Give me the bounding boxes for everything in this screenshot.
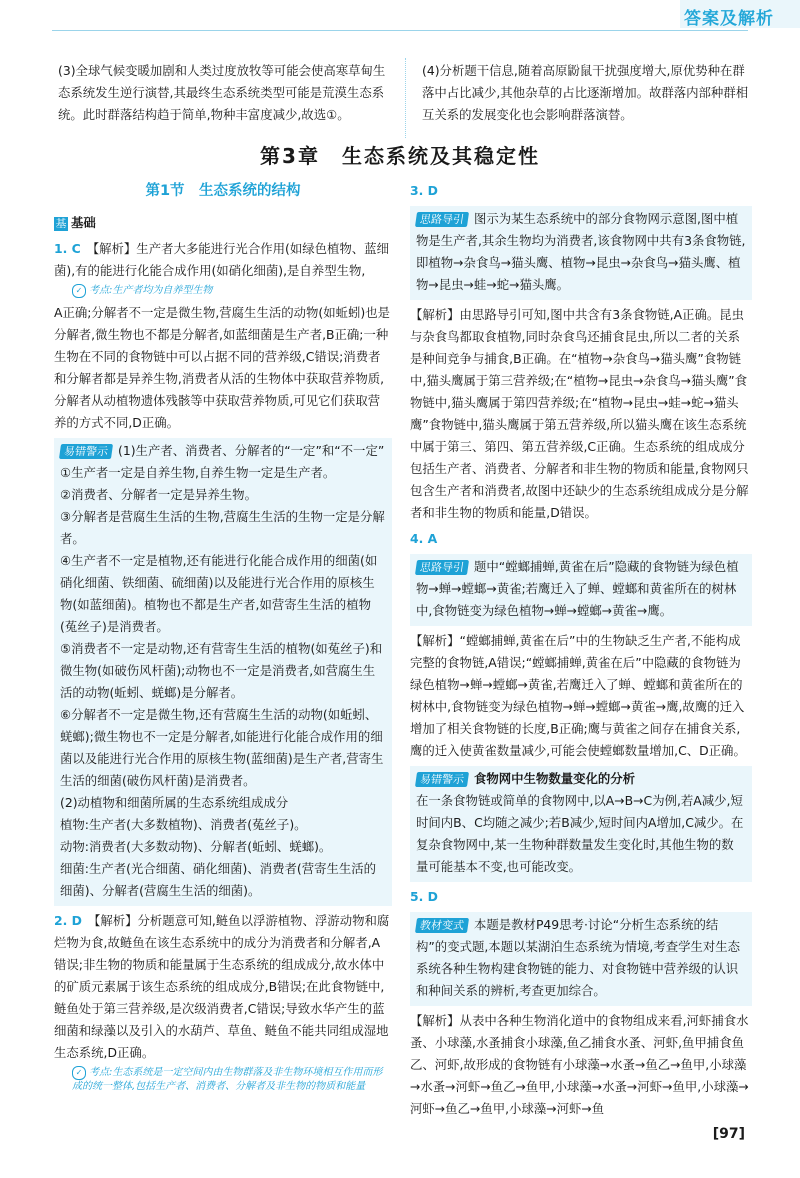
level-badge: 基	[55, 217, 67, 230]
guide-tag: 思路导引	[415, 212, 469, 227]
tip-box: 易错警示 食物网中生物数量变化的分析 在一条食物链或简单的食物网中,以A→B→C为例,若A减少,短时间内B、C均随之减少;若B减少,短时间内A增加,C减少。在复杂食物网中,某一生物种群数量发生变化时,其他生物的数量可能基本不变,也可能改变。	[410, 766, 752, 882]
margin-note: ✓ 考点:生态系统是一定空间内由生物群落及非生物环境相互作用而形成的统一整体,包括生产者、消费者、分解者及非生物的物质和能量	[72, 1067, 383, 1092]
analysis-text: 【解析】从表中各种生物消化道中的食物组成来看,河虾捕食水蚤、小球藻,水蚤捕食小球藻,鱼乙捕食水蚤、河虾,鱼甲捕食鱼乙、河虾,故形成的食物链有小球藻→水蚤→鱼乙→鱼甲,小球藻→水蚤→河虾→鱼乙→鱼甲,小球藻→水蚤→河虾→鱼甲,小球藻→河虾→鱼乙→鱼甲,小球藻→河虾→鱼	[410, 1013, 749, 1116]
chapter-title: 第3章 生态系统及其稳定性	[260, 144, 540, 168]
guide-box: 思路导引 图示为某生态系统中的部分食物网示意图,图中植物是生产者,其余生物均为消费者,该食物网中共有3条食物链,即植物→杂食鸟→猫头鹰、植物→昆虫→杂食鸟→猫头鹰、植物→昆虫→蛙→蛇→猫头鹰。	[410, 206, 752, 300]
left-column	[54, 176, 392, 1098]
question-2	[54, 910, 392, 1094]
column-divider	[405, 58, 406, 138]
section-title: 第1节 生态系统的结构	[145, 183, 301, 199]
level-label: 基础	[71, 215, 96, 230]
tip-tag: 易错警示	[415, 772, 469, 787]
analysis-text: 【解析】生产者大多能进行光合作用(如绿色植物、蓝细菌),有的能进行化能合成作用(如硝化细菌),是自养型生物,	[54, 241, 389, 278]
top-left-paragraph: (3)全球气候变暖加剧和人类过度放牧等可能会使高寒草甸生态系统发生逆行演替,其最终生态系统类型可能是荒漠生态系统。此时群落结构趋于简单,物种丰富度减少,故选①。	[58, 63, 386, 122]
analysis-text: A正确;分解者不一定是微生物,营腐生生活的动物(如蚯蚓)也是分解者,微生物也不都是分解者,如蓝细菌是生产者,B正确;一种生物在不同的食物链中可以占据不同的营养级,C错误;消费者和分解者都是异养生物,消费者从活的生物体中获取营养物质,分解者从动植物遗体残骸等中获取营养物质,可见它们获取营养的方式不同,D正确。	[54, 305, 391, 430]
question-1	[54, 238, 392, 906]
right-column	[410, 176, 752, 1120]
answer-number: 4. A	[410, 531, 438, 546]
header-title: 答案及解析	[684, 9, 774, 29]
tip-box: 易错警示 (1)生产者、消费者、分解者的“一定”和“不一定” ①生产者一定是自养生物,自养生物一定是生产者。 ②消费者、分解者一定是异养生物。 ③分解者是营腐生生活的生物,营腐生生活的生物一定是分解者。 ④生产者不一定是植物,还有能进行化能合成作用的细菌(如硝化细菌、铁细菌、硫细菌)以及能进行光合作用的原核生物(如蓝细菌)。植物也不都是生产者,如营寄生生活的植物(菟丝子)是消费者。 ⑤消费者不一定是动物,还有营寄生生活的植物(如菟丝子)和微生物(如破伤风杆菌);动物也不一定是消费者,如营腐生生活的动物(蚯蚓、蜣螂)是分解者。 ⑥分解者不一定是微生物,还有营腐生生活的动物(如蚯蚓、蜣螂);微生物也不一定是分解者,如能进行化能合成作用的细菌以及能进行光合作用的原核生物(蓝细菌)是生产者,营寄生生活的细菌(破伤风杆菌)是消费者。 (2)动植物和细菌所属的生态系统组成成分 植物:生产者(大多数植物)、消费者(菟丝子)。 动物:消费者(大多数动物)、分解者(蚯蚓、蜣螂)。 细菌:生产者(光合细菌、硝化细菌)、消费者(营寄生生活的细菌)、分解者(营腐生生活的细菌)。	[54, 438, 392, 906]
tip-tag: 易错警示	[59, 444, 113, 459]
answer-number: 1. C	[54, 241, 81, 256]
analysis-text: 【解析】由思路导引可知,图中共含有3条食物链,A正确。昆虫与杂食鸟都取食植物,同时杂食鸟还捕食昆虫,所以二者的关系是种间竞争与捕食,B正确。在“植物→杂食鸟→猫头鹰”食物链中,猫头鹰属于第三营养级;在“植物→昆虫→杂食鸟→猫头鹰”食物链中,猫头鹰属于第四营养级;在“植物→昆虫→蛙→蛇→猫头鹰”食物链中,猫头鹰属于第五营养级,所以猫头鹰在该生态系统中属于第三、第四、第五营养级,C正确。生态系统的组成成分包括生产者、消费者、分解者和非生物的物质和能量,食物网只包含生产者和消费者,故图中还缺少的生态系统组成成分是分解者和非生物的物质和能量,D错误。	[410, 307, 749, 520]
analysis-text: 【解析】分析题意可知,鲢鱼以浮游植物、浮游动物和腐烂物为食,故鲢鱼在该生态系统中的成分为消费者和分解者,A错误;非生物的物质和能量属于生态系统的组成成分,故水体中的矿质元素属于该生态系统的组成成分,B错误;在此食物链中,鲢鱼处于第三营养级,是次级消费者,C错误;导致水华产生的蓝细菌和绿藻以及引入的水葫芦、草鱼、鲢鱼不能共同组成湿地生态系统,D正确。	[54, 913, 390, 1060]
textbook-tag: 教材变式	[415, 918, 469, 933]
page-header	[0, 0, 800, 30]
answer-number: 5. D	[410, 889, 438, 904]
guide-tag: 思路导引	[415, 560, 469, 575]
question-4	[410, 528, 752, 882]
margin-note: ✓ 考点:生产者均为自养型生物	[72, 284, 392, 298]
page-number: [97]	[712, 1126, 745, 1142]
top-right-paragraph: (4)分析题干信息,随着高原鼢鼠干扰强度增大,原优势种在群落中占比减少,其他杂草的占比逐渐增加。故群落内部种群相互关系的发展变化也会影响群落演替。	[422, 63, 749, 122]
level-heading	[54, 212, 392, 234]
question-3	[410, 180, 752, 524]
lightbulb-icon: ✓	[72, 1066, 86, 1080]
textbook-box: 教材变式 本题是教材P49思考·讨论“分析生态系统的结构”的变式题,本题以某湖泊生态系统为情境,考查学生对生态系统各种生物构建食物链的能力、对食物链中营养级的认识和种间关系的辨析,考查更加综合。	[410, 912, 752, 1006]
lightbulb-icon: ✓	[72, 284, 86, 298]
guide-box: 思路导引 题中“螳螂捕蝉,黄雀在后”隐藏的食物链为绿色植物→蝉→螳螂→黄雀;若鹰迁入了蝉、螳螂和黄雀所在的树林中,食物链变为绿色植物→蝉→螳螂→黄雀→鹰。	[410, 554, 752, 626]
answer-number: 3. D	[410, 183, 438, 198]
question-5	[410, 886, 752, 1120]
answer-number: 2. D	[54, 913, 82, 928]
analysis-text: 【解析】“螳螂捕蝉,黄雀在后”中的生物缺乏生产者,不能构成完整的食物链,A错误;“螳螂捕蝉,黄雀在后”中隐藏的食物链为绿色植物→蝉→螳螂→黄雀,若鹰迁入了蝉、螳螂和黄雀所在的树林中,食物链变为绿色植物→蝉→螳螂→黄雀→鹰,故鹰的迁入增加了相关食物链的长度,B正确;鹰与黄雀之间存在捕食关系,鹰的迁入使黄雀数量减少,可能会使螳螂数量增加,C、D正确。	[410, 633, 746, 758]
header-rule	[52, 30, 748, 31]
